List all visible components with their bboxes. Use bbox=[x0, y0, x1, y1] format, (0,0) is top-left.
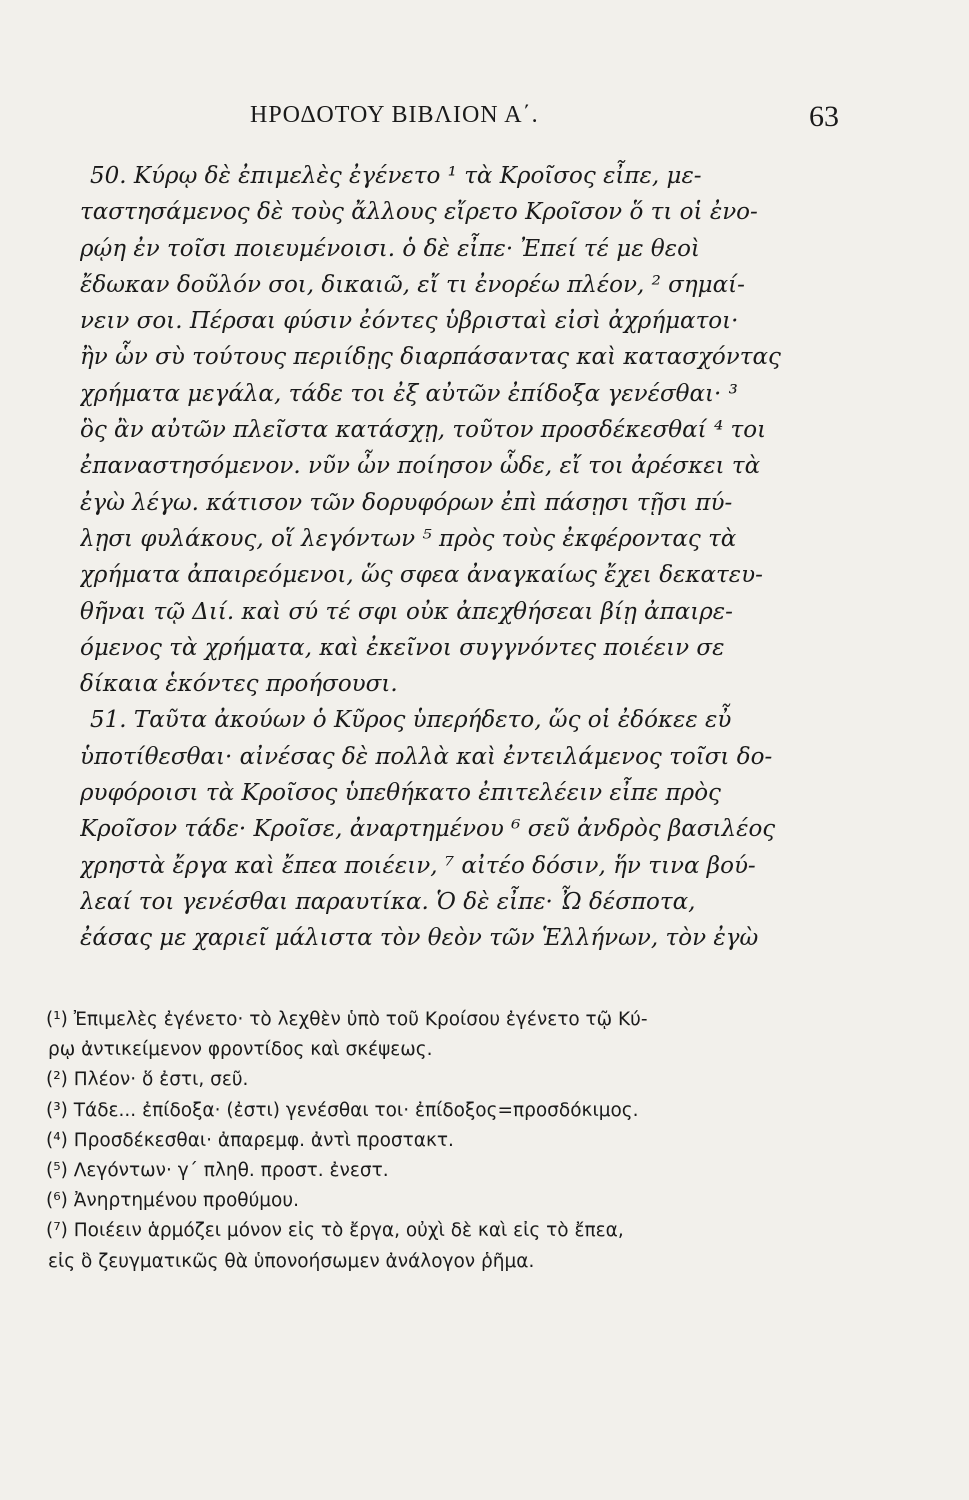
text-line: ὃς ἂν αὐτῶν πλεῖστα κατάσχῃ, τοῦτον προσδέκεσθαί ⁴ τοι bbox=[80, 417, 767, 444]
page-number: 63 bbox=[809, 100, 839, 133]
footnote: (⁴) Προσδέκεσθαι· ἀπαρεμφ. ἀντὶ προστακτ. bbox=[46, 1129, 454, 1151]
footnote: ρῳ ἀντικείμενον φροντίδος καὶ σκέψεως. bbox=[48, 1039, 433, 1061]
text-line: 51. Ταῦτα ἀκούων ὁ Κῦρος ὑπερήδετο, ὥς οἱ ἐδόκεε εὖ bbox=[90, 707, 732, 734]
text-line: χρηστὰ ἔργα καὶ ἔπεα ποιέειν, ⁷ αἰτέο δόσιν, ἥν τινα βού- bbox=[80, 852, 756, 879]
footnote: (²) Πλέον· ὅ ἐστι, σεῦ. bbox=[46, 1069, 249, 1091]
footnotes bbox=[46, 1005, 846, 1277]
text-line: χρήματα ἀπαιρεόμενοι, ὥς σφεα ἀναγκαίως ἔχει δεκατευ- bbox=[80, 562, 763, 589]
text-line: ἐάσας με χαριεῖ μάλιστα τὸν θεὸν τῶν Ἑλλήνων, τὸν ἐγὼ bbox=[80, 925, 759, 952]
text-line: ὑποτίθεσθαι· αἰνέσας δὲ πολλὰ καὶ ἐντειλάμενος τοῖσι δο- bbox=[80, 743, 773, 770]
text-line: 50. Κύρῳ δὲ ἐπιμελὲς ἐγένετο ¹ τὰ Κροῖσος εἶπε, με- bbox=[90, 163, 702, 189]
text-line: θῆναι τῷ Διί. καὶ σύ τέ σφι οὐκ ἀπεχθήσεαι βίῃ ἀπαιρε- bbox=[80, 598, 733, 625]
footnote: εἰς ὃ ζευγματικῶς θὰ ὑπονοήσωμεν ἀνάλογον ῥῆμα. bbox=[48, 1250, 535, 1272]
text-line: ἢν ὧν σὺ τούτους περιίδῃς διαρπάσαντας καὶ κατασχόντας bbox=[80, 344, 781, 371]
text-line: λῃσι φυλάκους, οἵ λεγόντων ⁵ πρὸς τοὺς ἐκφέροντας τὰ bbox=[80, 525, 737, 552]
running-title: ΗΡΟΔΟΤΟΥ ΒΙΒΛΙΟΝ Α΄. bbox=[250, 102, 539, 128]
footnote: (¹) Ἐπιμελὲς ἐγένετο· τὸ λεχθὲν ὑπὸ τοῦ Κροίσου ἐγένετο τῷ Κύ- bbox=[46, 1009, 648, 1030]
text-line: δίκαια ἑκόντες προήσουσι. bbox=[80, 671, 398, 698]
text-line: λεαί τοι γενέσθαι παραυτίκα. Ὁ δὲ εἶπε· Ὦ δέσποτα, bbox=[80, 888, 696, 915]
text-line: ρυφόροισι τὰ Κροῖσος ὑπεθήκατο ἐπιτελέειν εἶπε πρὸς bbox=[80, 780, 721, 807]
text-line: ταστησάμενος δὲ τοὺς ἄλλους εἴρετο Κροῖσον ὅ τι οἱ ἐνο- bbox=[80, 199, 758, 226]
running-head bbox=[250, 100, 839, 133]
text-line: χρήματα μεγάλα, τάδε τοι ἐξ αὐτῶν ἐπίδοξα γενέσθαι· ³ bbox=[80, 380, 738, 407]
text-line: νειν σοι. Πέρσαι φύσιν ἐόντες ὑβρισταὶ εἰσὶ ἀχρήματοι· bbox=[80, 308, 739, 335]
text-line: ἔδωκαν δοῦλόν σοι, δικαιῶ, εἴ τι ἐνορέω πλέον, ² σημαί- bbox=[80, 271, 745, 298]
footnote: (³) Τάδε... ἐπίδοξα· (ἐστι) γενέσθαι τοι· ἐπίδοξος=προσδόκιμος. bbox=[46, 1099, 639, 1121]
text-line: Κροῖσον τάδε· Κροῖσε, ἀναρτημένου ⁶ σεῦ ἀνδρὸς βασιλέος bbox=[80, 816, 776, 843]
footnote: (⁶) Ἀνηρτημένου προθύμου. bbox=[46, 1190, 299, 1212]
footnote: (⁷) Ποιέειν ἁρμόζει μόνον εἰς τὸ ἔργα, οὐχὶ δὲ καὶ εἰς τὸ ἔπεα, bbox=[46, 1220, 624, 1242]
text-line: ἐγὼ λέγω. κάτισον τῶν δορυφόρων ἐπὶ πάσῃσι τῇσι πύ- bbox=[80, 489, 733, 516]
main-text bbox=[80, 158, 840, 957]
text-line: όμενος τὰ χρήματα, καὶ ἐκεῖνοι συγγνόντες ποιέειν σε bbox=[80, 634, 725, 661]
text-line: ἐπαναστησόμενον. νῦν ὦν ποίησον ὧδε, εἴ τοι ἀρέσκει τὰ bbox=[80, 453, 761, 480]
footnote: (⁵) Λεγόντων· γ΄ πληθ. προστ. ἐνεστ. bbox=[46, 1159, 389, 1181]
text-line: ρῴη ἐν τοῖσι ποιευμένοισι. ὁ δὲ εἶπε· Ἐπεί τέ με θεοὶ bbox=[80, 235, 700, 262]
